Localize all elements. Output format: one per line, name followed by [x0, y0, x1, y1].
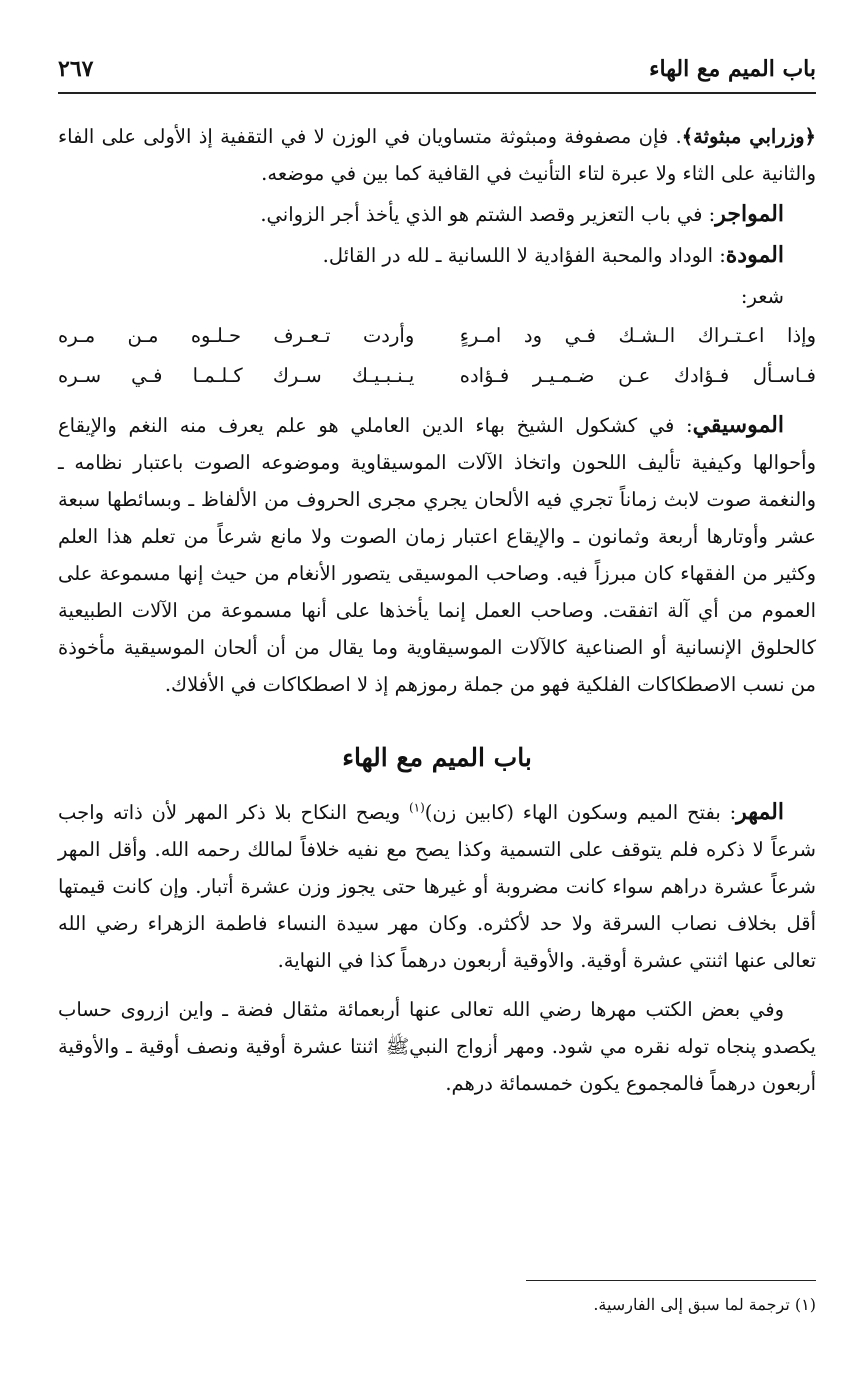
paragraph-mahr-continued: وفي بعض الكتب مهرها رضي الله تعالى عنها أربعمائة مثقال فضة ـ واين ازروى حساب يكصدو پنجاه توله نقره مي شود. ومهر أزواج النبيﷺ اثنتا عشرة أوقية ونصف أوقية ـ والأوقية أربعون درهماً فالمجموع يكون خمسمائة درهم.	[58, 998, 816, 1095]
page-header	[58, 52, 816, 94]
verse-first-hemistich: فـاسـأل فـؤادك عـن ضـمـيـر فـؤاده	[459, 364, 816, 387]
running-title: باب الميم مع الهاء	[649, 56, 816, 82]
poetry-label: شعر:	[740, 285, 784, 308]
entry-text: : في كشكول الشيخ بهاء الدين العاملي هو علم يعرف منه النغم والإيقاع وأحوالها وكيفية تأليف اللحون واتخاذ الآلات الموسيقاوية وموضوعه الصوت باعتبار نظامه ـ والنغمة صوت لابث زماناً تجري فيه الألحان يجري مجرى الحروف من الألفاظ ـ وبسائطها سبعة عشر وأوتارها أربعة وثمانون ـ والإيقاع اعتبار زمان الصوت ولا مانع شرعاً من تعلم هذا العلم وكثير من الفقهاء كان مبرزاً فيه. وصاحب الموسيقى يتصور الأنغام من حيث إنها مسموعة على العموم من أي آلة اتفقت. وصاحب العمل إنما يأخذها على أنها مسموعة من الآلات الطبيعية كالحلوق الإنسانية أو الصناعية كالآلات الموسيقاوية وما يقال من أن ألحان الموسيقية مأخوذة من نسب الاصطكاكات الفلكية فهو من جملة رموزهم إذ لا اصطكاكات في الأفلاك.	[58, 414, 816, 696]
verse-line	[58, 317, 816, 355]
verse-second-hemistich: وأردت تـعـرف حـلـوه مـن مـره	[58, 324, 415, 347]
quranic-quote: ﴿وزرابي مبثوثة﴾	[681, 125, 816, 148]
section-heading: باب الميم مع الهاء	[342, 743, 532, 772]
entry-text-continued: ويصح النكاح بلا ذكر المهر لأن ذاته واجب شرعاً لا ذكره فلم يتوقف على التسمية وكذا يصح مع نفيه خلافاً لمالك رحمه الله. وأقل المهر شرعاً عشرة دراهم سواء كانت مضروبة أو غيرها حتى يجوز وزن عشرة أتبار. وإن كانت قيمتها أقل بخلاف نصاب السرقة ولا حد لأكثره. وكان مهر سيدة النساء فاطمة الزهراء رضي الله تعالى عنها اثنتي عشرة أوقية. والأوقية أربعون درهماً كذا في النهاية.	[58, 801, 816, 972]
page-number: ٢٦٧	[58, 56, 94, 82]
entry-text: : في باب التعزير وقصد الشتم هو الذي يأخذ أجر الزواني.	[260, 203, 716, 226]
entry-mahr	[58, 794, 816, 979]
entry-mawajir	[58, 196, 816, 233]
entry-text: : بفتح الميم وسكون الهاء (كابين زن)	[424, 801, 737, 824]
paragraph-text: . فإن مصفوفة ومبثوثة متساويان في الوزن لا في التقفية إذ الأولى على الفاء والثانية على الثاء ولا عبرة لتاء التأنيث في القافية كما بين في موضعه.	[58, 125, 816, 185]
paragraph-zarabi	[58, 118, 816, 192]
footnote-number: (١)	[794, 1295, 816, 1314]
entry-musiqi	[58, 407, 816, 703]
verse-second-hemistich: يـنـبـيـك سـرك كـلـمـا فـي سـره	[58, 364, 415, 387]
entry-text: : الوداد والمحبة الفؤادية لا اللسانية ـ لله در القائل.	[322, 244, 726, 267]
main-text	[58, 118, 816, 1102]
entry-mawadda	[58, 237, 816, 274]
footnote-text: ترجمة لما سبق إلى الفارسية.	[593, 1295, 790, 1314]
footnote	[58, 1290, 816, 1320]
footnote-reference[interactable]: (١)	[408, 800, 425, 815]
verse-line	[58, 357, 816, 395]
entry-term: المودة	[725, 242, 784, 268]
footnote-divider	[526, 1280, 816, 1281]
verse-first-hemistich: وإذا اعـتـراك الـشـك فـي ود امـرءٍ	[459, 324, 816, 347]
entry-term: المهر	[736, 799, 784, 825]
entry-term: الموسيقي	[692, 412, 784, 438]
entry-term: المواجر	[715, 201, 784, 227]
